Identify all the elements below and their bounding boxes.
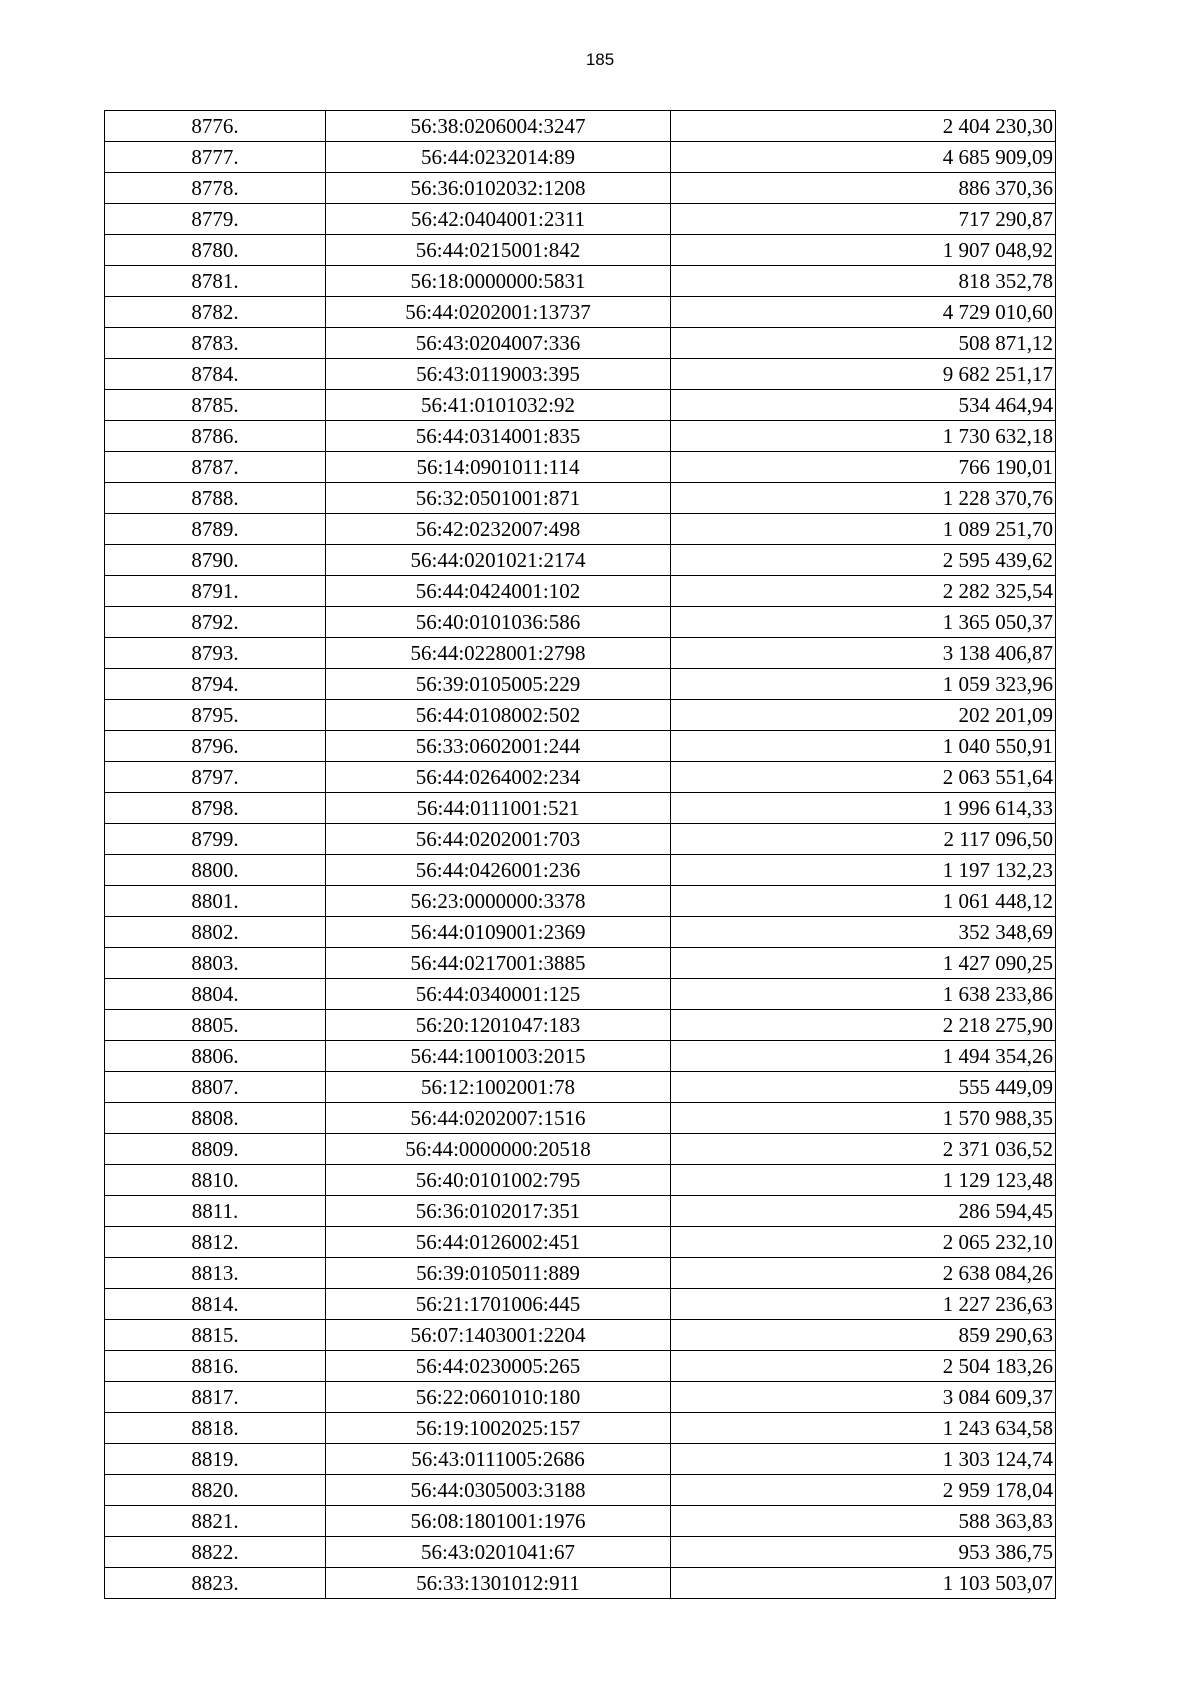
cadastral-number-cell: 56:44:0424001:102	[326, 576, 671, 607]
row-number-cell: 8807.	[105, 1072, 326, 1103]
row-number-cell: 8823.	[105, 1568, 326, 1599]
cadastral-value-cell: 9 682 251,17	[671, 359, 1056, 390]
cadastral-number-cell: 56:33:1301012:911	[326, 1568, 671, 1599]
row-number-cell: 8810.	[105, 1165, 326, 1196]
row-number-cell: 8778.	[105, 173, 326, 204]
cadastral-value-cell: 1 228 370,76	[671, 483, 1056, 514]
cadastral-value-cell: 2 063 551,64	[671, 762, 1056, 793]
cadastral-value-cell: 2 282 325,54	[671, 576, 1056, 607]
row-number-cell: 8800.	[105, 855, 326, 886]
row-number-cell: 8781.	[105, 266, 326, 297]
row-number-cell: 8816.	[105, 1351, 326, 1382]
cadastral-value-cell: 1 061 448,12	[671, 886, 1056, 917]
cadastral-value-cell: 1 243 634,58	[671, 1413, 1056, 1444]
cadastral-number-cell: 56:44:0305003:3188	[326, 1475, 671, 1506]
row-number-cell: 8779.	[105, 204, 326, 235]
table-row	[105, 204, 1056, 235]
cadastral-number-cell: 56:36:0102032:1208	[326, 173, 671, 204]
row-number-cell: 8795.	[105, 700, 326, 731]
row-number-cell: 8783.	[105, 328, 326, 359]
table-row	[105, 793, 1056, 824]
cadastral-number-cell: 56:21:1701006:445	[326, 1289, 671, 1320]
cadastral-number-cell: 56:43:0201041:67	[326, 1537, 671, 1568]
row-number-cell: 8809.	[105, 1134, 326, 1165]
cadastral-number-cell: 56:44:1001003:2015	[326, 1041, 671, 1072]
cadastral-number-cell: 56:43:0119003:395	[326, 359, 671, 390]
table-row	[105, 638, 1056, 669]
cadastral-number-cell: 56:44:0109001:2369	[326, 917, 671, 948]
table-row	[105, 142, 1056, 173]
cadastral-number-cell: 56:43:0204007:336	[326, 328, 671, 359]
cadastral-value-cell: 1 040 550,91	[671, 731, 1056, 762]
cadastral-value-cell: 588 363,83	[671, 1506, 1056, 1537]
cadastral-number-cell: 56:19:1002025:157	[326, 1413, 671, 1444]
cadastral-number-cell: 56:33:0602001:244	[326, 731, 671, 762]
cadastral-value-cell: 4 729 010,60	[671, 297, 1056, 328]
row-number-cell: 8797.	[105, 762, 326, 793]
cadastral-number-cell: 56:44:0202001:703	[326, 824, 671, 855]
cadastral-value-cell: 2 117 096,50	[671, 824, 1056, 855]
cadastral-value-cell: 1 570 988,35	[671, 1103, 1056, 1134]
cadastral-value-cell: 352 348,69	[671, 917, 1056, 948]
cadastral-value-cell: 1 227 236,63	[671, 1289, 1056, 1320]
cadastral-value-cell: 2 959 178,04	[671, 1475, 1056, 1506]
table-row	[105, 886, 1056, 917]
table-row	[105, 1444, 1056, 1475]
table-row	[105, 824, 1056, 855]
row-number-cell: 8815.	[105, 1320, 326, 1351]
row-number-cell: 8818.	[105, 1413, 326, 1444]
row-number-cell: 8784.	[105, 359, 326, 390]
cadastral-value-cell: 818 352,78	[671, 266, 1056, 297]
cadastral-value-cell: 4 685 909,09	[671, 142, 1056, 173]
cadastral-number-cell: 56:42:0404001:2311	[326, 204, 671, 235]
row-number-cell: 8780.	[105, 235, 326, 266]
table-row	[105, 514, 1056, 545]
table-row	[105, 1351, 1056, 1382]
table-row	[105, 359, 1056, 390]
cadastral-number-cell: 56:36:0102017:351	[326, 1196, 671, 1227]
row-number-cell: 8790.	[105, 545, 326, 576]
table-row	[105, 1320, 1056, 1351]
cadastral-value-cell: 508 871,12	[671, 328, 1056, 359]
table-row	[105, 700, 1056, 731]
cadastral-value-cell: 2 638 084,26	[671, 1258, 1056, 1289]
cadastral-value-cell: 1 494 354,26	[671, 1041, 1056, 1072]
cadastral-number-cell: 56:44:0126002:451	[326, 1227, 671, 1258]
table-row	[105, 452, 1056, 483]
table-row	[105, 173, 1056, 204]
row-number-cell: 8796.	[105, 731, 326, 762]
cadastral-number-cell: 56:43:0111005:2686	[326, 1444, 671, 1475]
row-number-cell: 8822.	[105, 1537, 326, 1568]
table-row	[105, 731, 1056, 762]
table-row	[105, 1072, 1056, 1103]
cadastral-value-cell: 1 638 233,86	[671, 979, 1056, 1010]
row-number-cell: 8792.	[105, 607, 326, 638]
row-number-cell: 8791.	[105, 576, 326, 607]
row-number-cell: 8793.	[105, 638, 326, 669]
cadastral-number-cell: 56:44:0217001:3885	[326, 948, 671, 979]
cadastral-number-cell: 56:44:0215001:842	[326, 235, 671, 266]
row-number-cell: 8821.	[105, 1506, 326, 1537]
cadastral-number-cell: 56:14:0901011:114	[326, 452, 671, 483]
cadastral-value-cell: 1 089 251,70	[671, 514, 1056, 545]
row-number-cell: 8803.	[105, 948, 326, 979]
row-number-cell: 8801.	[105, 886, 326, 917]
cadastral-number-cell: 56:08:1801001:1976	[326, 1506, 671, 1537]
row-number-cell: 8799.	[105, 824, 326, 855]
row-number-cell: 8805.	[105, 1010, 326, 1041]
table-row	[105, 917, 1056, 948]
cadastral-number-cell: 56:44:0340001:125	[326, 979, 671, 1010]
table-row	[105, 607, 1056, 638]
row-number-cell: 8804.	[105, 979, 326, 1010]
cadastral-value-cell: 1 730 632,18	[671, 421, 1056, 452]
table-row	[105, 1413, 1056, 1444]
table-row	[105, 762, 1056, 793]
cadastral-value-cell: 1 103 503,07	[671, 1568, 1056, 1599]
cadastral-number-cell: 56:32:0501001:871	[326, 483, 671, 514]
cadastral-value-cell: 717 290,87	[671, 204, 1056, 235]
row-number-cell: 8786.	[105, 421, 326, 452]
cadastral-number-cell: 56:22:0601010:180	[326, 1382, 671, 1413]
table-row	[105, 855, 1056, 886]
cadastral-number-cell: 56:18:0000000:5831	[326, 266, 671, 297]
page-number: 185	[585, 50, 615, 69]
cadastral-number-cell: 56:44:0202007:1516	[326, 1103, 671, 1134]
cadastral-value-cell: 886 370,36	[671, 173, 1056, 204]
cadastral-number-cell: 56:44:0228001:2798	[326, 638, 671, 669]
table-row	[105, 1103, 1056, 1134]
row-number-cell: 8787.	[105, 452, 326, 483]
row-number-cell: 8808.	[105, 1103, 326, 1134]
row-number-cell: 8789.	[105, 514, 326, 545]
table-row	[105, 545, 1056, 576]
cadastral-number-cell: 56:20:1201047:183	[326, 1010, 671, 1041]
cadastral-number-cell: 56:38:0206004:3247	[326, 111, 671, 142]
cadastral-value-cell: 953 386,75	[671, 1537, 1056, 1568]
table-row	[105, 1568, 1056, 1599]
table-row	[105, 1382, 1056, 1413]
row-number-cell: 8806.	[105, 1041, 326, 1072]
row-number-cell: 8819.	[105, 1444, 326, 1475]
table-row	[105, 1537, 1056, 1568]
table-row	[105, 1258, 1056, 1289]
cadastral-number-cell: 56:41:0101032:92	[326, 390, 671, 421]
table-row	[105, 948, 1056, 979]
cadastral-number-cell: 56:40:0101036:586	[326, 607, 671, 638]
cadastral-value-cell: 1 427 090,25	[671, 948, 1056, 979]
cadastral-value-cell: 1 303 124,74	[671, 1444, 1056, 1475]
cadastral-value-cell: 1 907 048,92	[671, 235, 1056, 266]
cadastral-value-cell: 859 290,63	[671, 1320, 1056, 1351]
cadastral-value-cell: 1 059 323,96	[671, 669, 1056, 700]
cadastral-number-cell: 56:44:0108002:502	[326, 700, 671, 731]
cadastral-value-cell: 2 504 183,26	[671, 1351, 1056, 1382]
table-row	[105, 266, 1056, 297]
table-row	[105, 483, 1056, 514]
cadastral-value-cell: 1 365 050,37	[671, 607, 1056, 638]
cadastral-value-cell: 3 138 406,87	[671, 638, 1056, 669]
cadastral-number-cell: 56:44:0264002:234	[326, 762, 671, 793]
table-row	[105, 1041, 1056, 1072]
table-row	[105, 1134, 1056, 1165]
table-row	[105, 1165, 1056, 1196]
row-number-cell: 8794.	[105, 669, 326, 700]
table-row	[105, 669, 1056, 700]
cadastral-value-cell: 286 594,45	[671, 1196, 1056, 1227]
table-row	[105, 1289, 1056, 1320]
row-number-cell: 8813.	[105, 1258, 326, 1289]
table-row	[105, 297, 1056, 328]
table-row	[105, 111, 1056, 142]
cadastral-value-cell: 202 201,09	[671, 700, 1056, 731]
table-row	[105, 1227, 1056, 1258]
cadastral-number-cell: 56:07:1403001:2204	[326, 1320, 671, 1351]
cadastral-number-cell: 56:12:1002001:78	[326, 1072, 671, 1103]
row-number-cell: 8798.	[105, 793, 326, 824]
cadastral-number-cell: 56:44:0000000:20518	[326, 1134, 671, 1165]
cadastral-value-cell: 534 464,94	[671, 390, 1056, 421]
row-number-cell: 8812.	[105, 1227, 326, 1258]
cadastral-value-cell: 2 371 036,52	[671, 1134, 1056, 1165]
cadastral-number-cell: 56:44:0426001:236	[326, 855, 671, 886]
row-number-cell: 8814.	[105, 1289, 326, 1320]
table-row	[105, 576, 1056, 607]
table-row	[105, 421, 1056, 452]
cadastral-number-cell: 56:44:0111001:521	[326, 793, 671, 824]
table-row	[105, 1506, 1056, 1537]
cadastral-number-cell: 56:44:0201021:2174	[326, 545, 671, 576]
cadastral-value-cell: 1 197 132,23	[671, 855, 1056, 886]
cadastral-value-cell: 766 190,01	[671, 452, 1056, 483]
cadastral-number-cell: 56:44:0314001:835	[326, 421, 671, 452]
cadastral-number-cell: 56:42:0232007:498	[326, 514, 671, 545]
cadastral-value-cell: 2 218 275,90	[671, 1010, 1056, 1041]
cadastral-value-cell: 2 595 439,62	[671, 545, 1056, 576]
table-body	[105, 111, 1056, 1599]
row-number-cell: 8817.	[105, 1382, 326, 1413]
row-number-cell: 8785.	[105, 390, 326, 421]
table-row	[105, 1010, 1056, 1041]
cadastral-number-cell: 56:44:0230005:265	[326, 1351, 671, 1382]
cadastral-number-cell: 56:44:0232014:89	[326, 142, 671, 173]
row-number-cell: 8782.	[105, 297, 326, 328]
cadastral-number-cell: 56:44:0202001:13737	[326, 297, 671, 328]
cadastral-value-cell: 2 065 232,10	[671, 1227, 1056, 1258]
cadastral-value-table	[104, 110, 1056, 1599]
table-row	[105, 1475, 1056, 1506]
cadastral-value-cell: 2 404 230,30	[671, 111, 1056, 142]
row-number-cell: 8777.	[105, 142, 326, 173]
cadastral-value-cell: 555 449,09	[671, 1072, 1056, 1103]
row-number-cell: 8820.	[105, 1475, 326, 1506]
cadastral-value-cell: 3 084 609,37	[671, 1382, 1056, 1413]
table-row	[105, 235, 1056, 266]
table-row	[105, 1196, 1056, 1227]
table-row	[105, 390, 1056, 421]
cadastral-number-cell: 56:23:0000000:3378	[326, 886, 671, 917]
row-number-cell: 8811.	[105, 1196, 326, 1227]
table-row	[105, 328, 1056, 359]
cadastral-value-cell: 1 996 614,33	[671, 793, 1056, 824]
row-number-cell: 8802.	[105, 917, 326, 948]
cadastral-number-cell: 56:39:0105005:229	[326, 669, 671, 700]
cadastral-number-cell: 56:40:0101002:795	[326, 1165, 671, 1196]
table-row	[105, 979, 1056, 1010]
row-number-cell: 8788.	[105, 483, 326, 514]
cadastral-number-cell: 56:39:0105011:889	[326, 1258, 671, 1289]
cadastral-value-cell: 1 129 123,48	[671, 1165, 1056, 1196]
row-number-cell: 8776.	[105, 111, 326, 142]
